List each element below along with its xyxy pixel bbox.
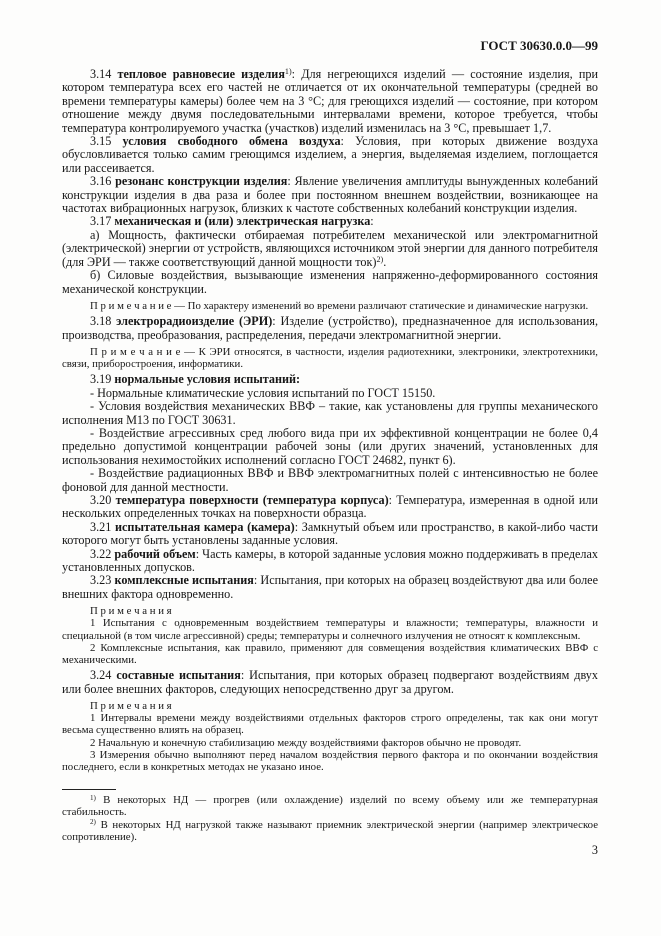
list-item: - Условия воздействия механических ВВФ – такие, как установлены для группы механического исполнения М13 по ГОСТ 30631. bbox=[62, 399, 598, 427]
clause-number: 3.22 bbox=[90, 546, 112, 561]
term-test-chamber: испытательная камера (камера) bbox=[114, 519, 295, 534]
note-item: 3 Измерения обычно выполняют перед началом воздействия первого фактора и по окончании воздействия последнего, если в конкретных методах не указано иное. bbox=[62, 748, 598, 774]
clause-definition: : Испытания, при которых образец подвергают воздействиям двух или более внешних факторов, следующих непосредственно друг за другом. bbox=[62, 668, 598, 696]
notes-title: П р и м е ч а н и я bbox=[90, 605, 172, 618]
item-text-end: . bbox=[383, 254, 387, 269]
footnote-2 bbox=[62, 819, 598, 843]
clause-definition: : Изделие (устройство), предназначенное для использования, производства, преобразования, распределения, передачи электромагнитной энергии. bbox=[62, 314, 599, 342]
footnote-marker: 1) bbox=[90, 793, 96, 802]
clause-number: 3.15 bbox=[90, 134, 112, 149]
clause-definition: : Для негреющихся изделий — состояние изделия, при котором температура всех его частей не отличается от их окончательной температуры (средней во времени температуры камеры) более чем на 3 °С; для греющихся изделий — состояние, при котором отношение между двумя последовательными интервалами времени, которое требуется, чтобы температура контролируемого участка (участков) изделий изменилась на 3 °С, превышает 1,7. bbox=[62, 67, 598, 135]
term-working-volume: рабочий объем bbox=[114, 546, 196, 561]
term-free-air-exchange: условия свободного обмена воздуха bbox=[122, 134, 341, 149]
note-3-18: П р и м е ч а н и е — К ЭРИ относятся, в частности, изделия радиотехники, электроники, электротехники, связи, приборостроения, информатики. bbox=[62, 345, 598, 371]
clause-number: 3.23 bbox=[90, 573, 112, 588]
list-item: - Воздействие агрессивных сред любого вида при их эффективной концентрации не более 0,4 предельно допустимой концентрации рабочей зоны (или других значений, установленных для использования нехимостойких исполнений согласно ГОСТ 24682, пункт 6). bbox=[62, 425, 598, 467]
clause-3-21 bbox=[62, 521, 598, 548]
notes-3-24 bbox=[62, 700, 598, 773]
clause-3-14 bbox=[62, 68, 598, 135]
term-composite-tests: составные испытания bbox=[116, 668, 241, 683]
clause-3-17 bbox=[62, 215, 598, 228]
clause-3-18 bbox=[62, 315, 598, 342]
clause-3-17-item-b: б) Силовые воздействия, вызывающие изменения напряженно-деформированного состояния механической конструкции. bbox=[62, 268, 598, 296]
clause-definition: : Часть камеры, в которой заданные условия можно поддерживать в пределах установленных допусков. bbox=[62, 546, 599, 575]
term-structural-resonance: резонанс конструкции изделия bbox=[115, 174, 288, 189]
clause-3-22 bbox=[62, 548, 598, 575]
term-eri: электрорадиоизделие (ЭРИ) bbox=[116, 314, 273, 329]
clause-3-15 bbox=[62, 135, 598, 175]
document-code-header: ГОСТ 30630.0.0—99 bbox=[480, 38, 598, 53]
clause-3-19 bbox=[62, 373, 598, 386]
footnote-ref-2: 2) bbox=[376, 254, 384, 264]
term-thermal-equilibrium: тепловое равновесие изделия bbox=[117, 67, 285, 81]
list-item: - Нормальные климатические условия испытаний по ГОСТ 15150. bbox=[90, 385, 436, 400]
clause-3-24 bbox=[62, 669, 598, 696]
footnote-marker: 2) bbox=[90, 818, 96, 827]
clause-number: 3.16 bbox=[90, 174, 112, 189]
note-3-17: П р и м е ч а н и е — По характеру изменений во времени различают статические и динамические нагрузки. bbox=[90, 299, 589, 312]
page-body bbox=[62, 68, 598, 857]
term-normal-test-conditions: нормальные условия испытаний: bbox=[114, 372, 301, 387]
clause-3-23 bbox=[62, 574, 598, 601]
footnote-1 bbox=[62, 794, 598, 818]
clause-definition: : Условия, при которых движение воздуха обусловливается только самим греющимся изделием, а энергия, выделяемая изделием, поглощается или рассеивается. bbox=[62, 134, 599, 175]
footnote-separator bbox=[62, 789, 116, 790]
footnote-text: В некоторых НД нагрузкой также называют приемник электрической энергии (например электрическое сопротивление). bbox=[62, 818, 598, 843]
clause-number: 3.17 bbox=[90, 214, 112, 229]
item-text: а) Мощность, фактически отбираемая потребителем механической или электромагнитной (электрической) энергии от устройств, являющихся источником этой энергии для данного потребителя (для ЭРИ — также соответствующий данной мощности ток) bbox=[62, 227, 598, 269]
clause-number: 3.24 bbox=[90, 668, 112, 683]
clause-definition: : Замкнутый объем или пространство, в какой-либо части которого могут быть установлены заданные условия. bbox=[62, 519, 599, 548]
clause-definition: : Испытания, при которых на образец воздействуют два или более внешних фактора одновременно. bbox=[62, 573, 598, 601]
note-item: 1 Испытания с одновременным воздействием температуры и влажности; температуры, влажности и специальной (в том числе агрессивной) среды; температуры и солнечного излучения не относят к комплексным. bbox=[62, 617, 598, 642]
note-item: 1 Интервалы времени между воздействиями отдельных факторов строго определены, так как они могут весьма существенно влиять на образец. bbox=[62, 712, 598, 737]
footnotes bbox=[62, 789, 598, 843]
list-item: - Воздействие радиационных ВВФ и ВВФ электромагнитных полей с интенсивностью не более фоновой для данной местности. bbox=[62, 466, 598, 494]
clause-3-16 bbox=[62, 175, 598, 215]
clause-3-20 bbox=[62, 494, 598, 521]
clause-number: 3.18 bbox=[90, 314, 112, 329]
note-item: 2 Комплексные испытания, как правило, применяют для совмещения воздействия климатических ВВФ с механическими. bbox=[62, 641, 598, 667]
term-surface-temperature: температура поверхности (температура корпуса) bbox=[115, 492, 389, 507]
clause-number: 3.19 bbox=[90, 372, 112, 387]
clause-definition: : Температура, измеренная в одной или нескольких определенных точках на поверхности образца. bbox=[62, 492, 599, 521]
term-combined-tests: комплексные испытания bbox=[114, 573, 254, 588]
clause-3-17-item-a bbox=[62, 229, 598, 269]
clause-definition: : bbox=[370, 214, 374, 229]
note-item: 2 Начальную и конечную стабилизацию между воздействиями факторов обычно не проводят. bbox=[90, 736, 522, 749]
notes-3-23 bbox=[62, 605, 598, 666]
footnote-ref-1: 1) bbox=[284, 66, 292, 76]
clause-number: 3.21 bbox=[90, 519, 112, 534]
clause-number: 3.20 bbox=[90, 492, 112, 507]
notes-title: П р и м е ч а н и я bbox=[90, 700, 172, 713]
clause-definition: : Явление увеличения амплитуды вынужденных колебаний конструкции изделия в два раза и более при постоянном внешнем воздействии, возникающее на частотах вибрационных нагрузок, близких к частоте собственных колебаний конструкции изделия. bbox=[62, 174, 598, 216]
page-number: 3 bbox=[591, 843, 598, 858]
clause-number: 3.14 bbox=[90, 67, 112, 81]
term-load: механическая и (или) электрическая нагрузка bbox=[114, 214, 371, 229]
footnote-text: В некоторых НД — прогрев (или охлаждение) изделий по всему объему или же температурная стабильность. bbox=[62, 794, 599, 819]
